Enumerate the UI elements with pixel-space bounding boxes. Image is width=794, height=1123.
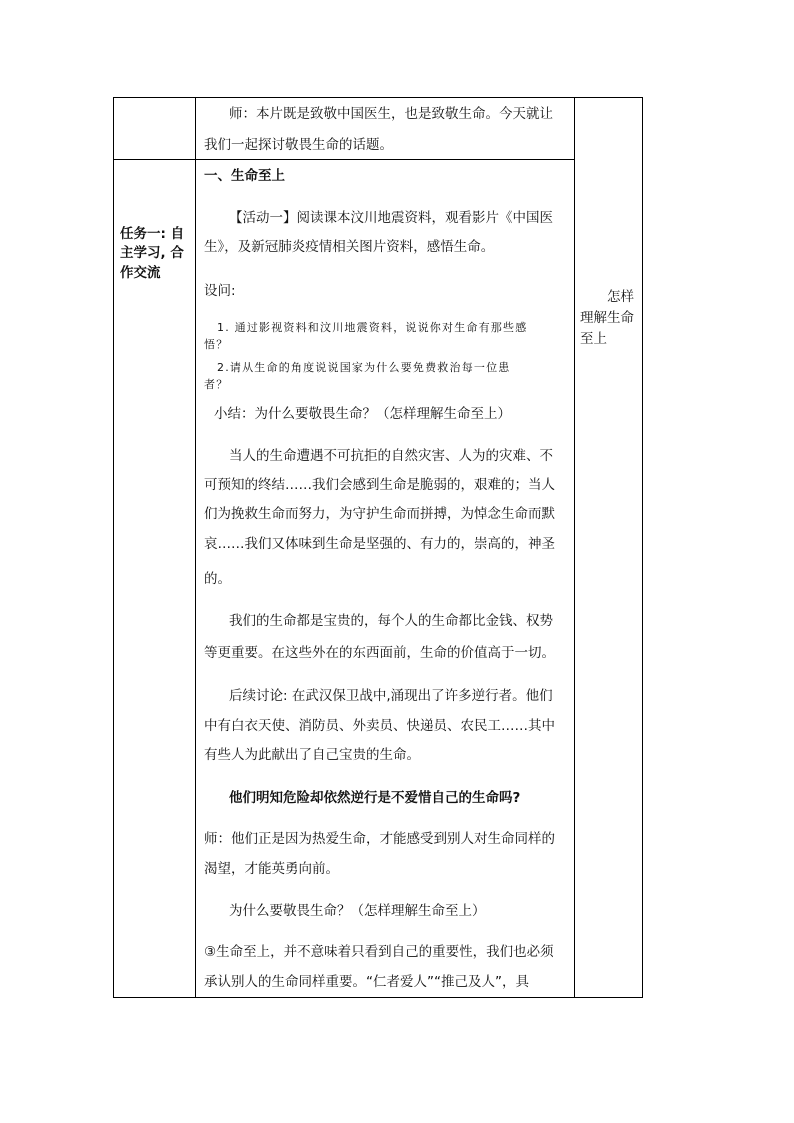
text-line: 设问: bbox=[204, 283, 236, 299]
question-line: 1. 通过影视资料和汶川地震资料，说说你对生命有那些感 bbox=[217, 321, 528, 334]
text-line: 为什么要敬畏生命？（怎样理解生命至上） bbox=[229, 903, 486, 919]
task-label: 主学习, 合 bbox=[120, 245, 184, 261]
bold-question: 他们明知危险却依然逆行是不爱惜自己的生命吗? bbox=[229, 790, 521, 806]
column-divider bbox=[195, 98, 196, 997]
summary-line: 小结：为什么要敬畏生命？（怎样理解生命至上） bbox=[214, 406, 511, 422]
text-line: 我们的生命都是宝贵的，每个人的生命都比金钱、权势 bbox=[229, 613, 553, 629]
question-line: 者？ bbox=[204, 378, 229, 391]
section-heading: 一、生命至上 bbox=[204, 168, 285, 184]
note-text: 至上 bbox=[580, 331, 607, 347]
text-line: ③生命至上，并不意味着只看到自己的重要性，我们也必须 bbox=[204, 944, 554, 960]
column-divider bbox=[574, 98, 575, 997]
text-line: 可预知的终结……我们会感到生命是脆弱的，艰难的；当人 bbox=[204, 477, 555, 493]
question-line: 2.请从生命的角度说说国家为什么要免费救治每一位患 bbox=[217, 361, 511, 374]
text-line: 承认别人的生命同样重要。“仁者爱人”“推己及人”，具 bbox=[204, 974, 529, 990]
lesson-table bbox=[113, 97, 643, 998]
text-line: 后续讨论: 在武汉保卫战中,涌现出了许多逆行者。他们 bbox=[229, 688, 553, 704]
text-line: 师：他们正是因为热爱生命，才能感受到别人对生命同样的 bbox=[204, 831, 555, 847]
text-line: 生》，及新冠肺炎疫情相关图片资料，感悟生命。 bbox=[204, 239, 495, 255]
text-line: 们为挽救生命而努力，为守护生命而拼搏，为悼念生命而默 bbox=[204, 506, 555, 522]
text-line: 哀……我们又体味到生命是坚强的、有力的，崇高的，神圣 bbox=[204, 536, 555, 552]
text-line: 当人的生命遭遇不可抗拒的自然灾害、人为的灾难、不 bbox=[229, 448, 553, 464]
text-line: 的。 bbox=[204, 571, 231, 587]
task-label: 作交流 bbox=[120, 265, 161, 281]
text-line: 师：本片既是致敬中国医生，也是致敬生命。今天就让 bbox=[229, 106, 553, 122]
note-text: 怎样 bbox=[607, 289, 634, 305]
question-line: 悟？ bbox=[204, 338, 229, 351]
text-line: 有些人为此献出了自己宝贵的生命。 bbox=[204, 747, 420, 763]
text-line: 我们一起探讨敬畏生命的话题。 bbox=[204, 137, 393, 153]
text-line: 【活动一】阅读课本汶川地震资料，观看影片《中国医 bbox=[229, 210, 553, 226]
text-line: 渴望，才能英勇向前。 bbox=[204, 861, 339, 877]
task-label: 任务一: 自 bbox=[120, 226, 185, 242]
note-text: 理解生命 bbox=[580, 310, 634, 326]
text-line: 等更重要。在这些外在的东西面前，生命的价值高于一切。 bbox=[204, 645, 555, 661]
row-divider bbox=[114, 159, 574, 160]
text-line: 中有白衣天使、消防员、外卖员、快递员、农民工……其中 bbox=[204, 718, 555, 734]
